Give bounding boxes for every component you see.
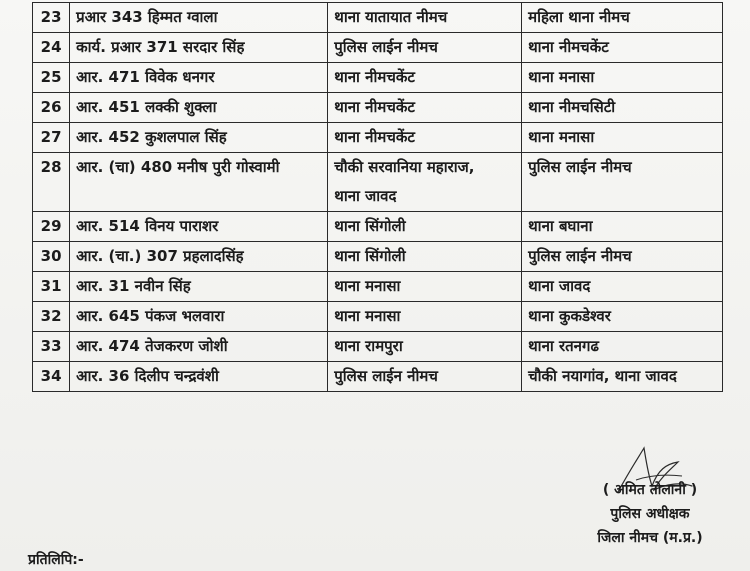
table-row (33, 242, 723, 272)
employee-name: आर. 514 विनय पाराशर (70, 212, 328, 242)
employee-name: आर. 31 नवीन सिंह (70, 272, 328, 302)
table-row (33, 93, 723, 123)
serial-number: 31 (33, 272, 70, 302)
to-posting: पुलिस लाईन नीमच (522, 153, 723, 212)
transfer-table (32, 2, 723, 392)
table-row (33, 272, 723, 302)
to-posting: महिला थाना नीमच (522, 3, 723, 33)
serial-number: 24 (33, 33, 70, 63)
serial-number: 23 (33, 3, 70, 33)
to-posting: थाना नीमचसिटी (522, 93, 723, 123)
from-posting: थाना नीमचकेंट (328, 123, 522, 153)
to-posting: थाना रतनगढ (522, 332, 723, 362)
employee-name: आर. 451 लक्की शुक्ला (70, 93, 328, 123)
to-posting: थाना बघाना (522, 212, 723, 242)
to-posting: थाना जावद (522, 272, 723, 302)
serial-number: 34 (33, 362, 70, 392)
serial-number: 29 (33, 212, 70, 242)
to-posting: चौकी नयागांव, थाना जावद (522, 362, 723, 392)
from-posting: पुलिस लाईन नीमच (328, 362, 522, 392)
to-posting: थाना मनासा (522, 63, 723, 93)
employee-name: आर. (चा.) 307 प्रहलादसिंह (70, 242, 328, 272)
signature-block (560, 478, 740, 550)
table-row (33, 33, 723, 63)
employee-name: आर. 36 दिलीप चन्द्रवंशी (70, 362, 328, 392)
to-posting: थाना मनासा (522, 123, 723, 153)
to-posting: थाना नीमचकेंट (522, 33, 723, 63)
from-posting (328, 153, 522, 212)
from-posting: थाना रामपुरा (328, 332, 522, 362)
serial-number: 33 (33, 332, 70, 362)
serial-number: 32 (33, 302, 70, 332)
transfer-table-body (33, 3, 723, 392)
employee-name: कार्य. प्रआर 371 सरदार सिंह (70, 33, 328, 63)
officer-office: जिला नीमच (म.प्र.) (597, 530, 703, 546)
employee-name: आर. 471 विवेक धनगर (70, 63, 328, 93)
to-posting: थाना कुकडेश्वर (522, 302, 723, 332)
serial-number: 25 (33, 63, 70, 93)
officer-designation: पुलिस अधीक्षक (610, 506, 690, 522)
table-row (33, 212, 723, 242)
serial-number: 30 (33, 242, 70, 272)
from-posting: पुलिस लाईन नीमच (328, 33, 522, 63)
from-posting: थाना मनासा (328, 272, 522, 302)
table-row (33, 3, 723, 33)
serial-number: 26 (33, 93, 70, 123)
employee-name: आर. 645 पंकज भलवारा (70, 302, 328, 332)
copy-to-label: प्रतिलिपि:- (28, 552, 84, 568)
officer-name: ( अमित तोलानी ) (602, 482, 698, 498)
table-row (33, 362, 723, 392)
serial-number: 27 (33, 123, 70, 153)
employee-name: प्रआर 343 हिम्मत ग्वाला (70, 3, 328, 33)
employee-name: आर. 474 तेजकरण जोशी (70, 332, 328, 362)
table-row (33, 63, 723, 93)
employee-name: आर. (चा) 480 मनीष पुरी गोस्वामी (70, 153, 328, 212)
from-posting: थाना सिंगोली (328, 242, 522, 272)
from-posting: थाना मनासा (328, 302, 522, 332)
from-posting: थाना सिंगोली (328, 212, 522, 242)
from-posting-line-1: चौकी सरवानिया महाराज, (334, 158, 475, 176)
table-row (33, 153, 723, 212)
from-posting: थाना यातायात नीमच (328, 3, 522, 33)
to-posting: पुलिस लाईन नीमच (522, 242, 723, 272)
from-posting: थाना नीमचकेंट (328, 93, 522, 123)
table-row (33, 332, 723, 362)
from-posting: थाना नीमचकेंट (328, 63, 522, 93)
serial-number: 28 (33, 153, 70, 212)
table-row (33, 302, 723, 332)
employee-name: आर. 452 कुशलपाल सिंह (70, 123, 328, 153)
table-row (33, 123, 723, 153)
from-posting-line-2: थाना जावद (334, 187, 397, 205)
